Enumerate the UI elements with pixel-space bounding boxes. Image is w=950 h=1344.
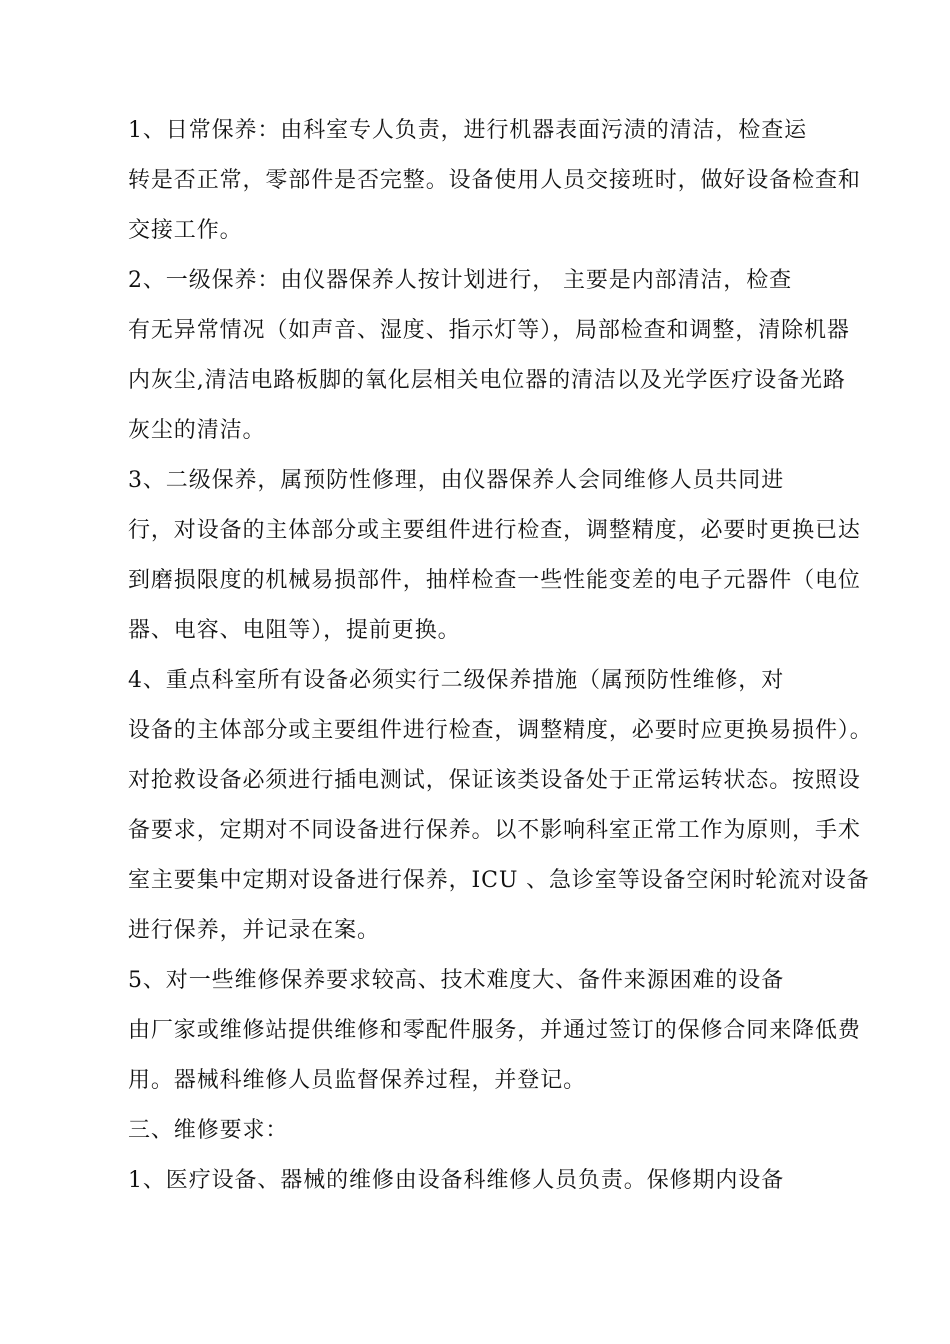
text-line: 备要求，定期对不同设备进行保养。以不影响科室正常工作为原则，手术 (128, 818, 861, 843)
text-line: 2、一级保养：由仪器保养人按计划进行， 主要是内部清洁，检查 (128, 268, 792, 293)
text-line: 4、重点科室所有设备必须实行二级保养措施（属预防性维修，对 (128, 668, 785, 693)
text-line: 转是否正常，零部件是否完整。设备使用人员交接班时，做好设备检查和 (128, 168, 861, 193)
text-line: 设备的主体部分或主要组件进行检查，调整精度，必要时应更换易损件）。 (128, 718, 873, 743)
text-line: 3、二级保养，属预防性修理，由仪器保养人会同维修人员共同进 (128, 468, 785, 493)
text-line: 用。器械科维修人员监督保养过程，并登记。 (128, 1068, 587, 1093)
text-line: 内灰尘,清洁电路板脚的氧化层相关电位器的清洁以及光学医疗设备光路 (128, 368, 846, 393)
text-line: 1、日常保养：由科室专人负责，进行机器表面污渍的清洁，检查运 (128, 118, 807, 143)
text-line: 室主要集中定期对设备进行保养，ICU 、急诊室等设备空闲时轮流对设备 (128, 868, 870, 893)
text-line: 行，对设备的主体部分或主要组件进行检查，调整精度，必要时更换已达 (128, 518, 861, 543)
text-line: 器、电容、电阻等），提前更换。 (128, 618, 461, 643)
text-line: 进行保养，并记录在案。 (128, 918, 380, 943)
text-line: 5、对一些维修保养要求较高、技术难度大、备件来源困难的设备 (128, 968, 785, 993)
text-line: 有无异常情况（如声音、湿度、指示灯等），局部检查和调整，清除机器 (128, 318, 850, 343)
text-line: 1、医疗设备、器械的维修由设备科维修人员负责。保修期内设备 (128, 1168, 785, 1193)
section-heading: 三、维修要求： (128, 1118, 289, 1143)
text-line: 由厂家或维修站提供维修和零配件服务，并通过签订的保修合同来降低费 (128, 1018, 861, 1043)
text-line: 到磨损限度的机械易损部件，抽样检查一些性能变差的电子元器件（电位 (128, 568, 861, 593)
text-line: 交接工作。 (128, 218, 243, 243)
text-line: 灰尘的清洁。 (128, 418, 266, 443)
text-line: 对抢救设备必须进行插电测试，保证该类设备处于正常运转状态。按照设 (128, 768, 861, 793)
